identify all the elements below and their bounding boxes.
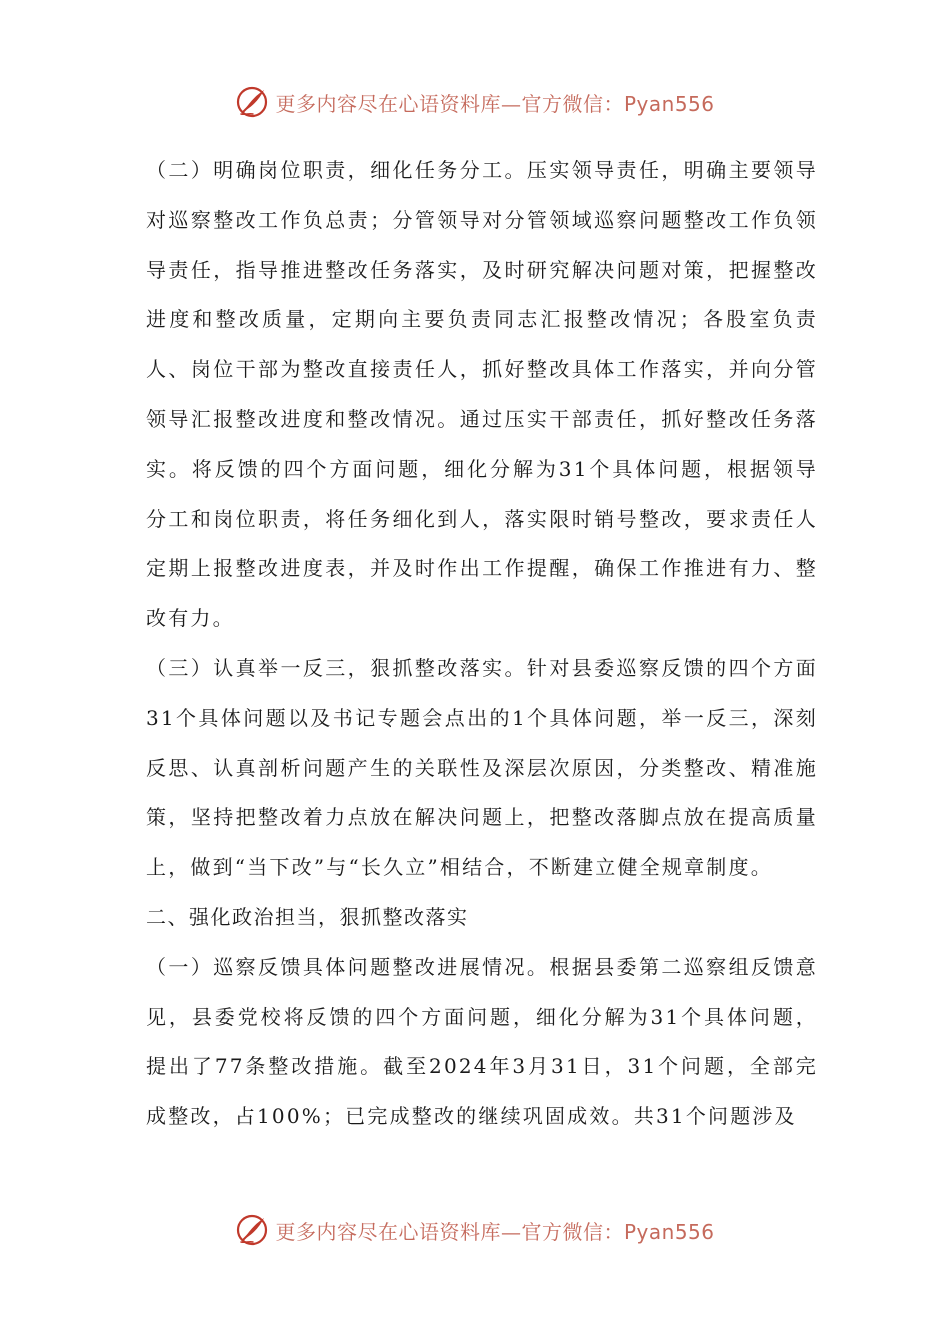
banner-text: [275, 88, 714, 117]
paragraph-section-3: （三）认真举一反三，狠抓整改落实。针对县委巡察反馈的四个方面31个具体问题以及书记专题会点出的1个具体问题，举一反三，深刻反思、认真剖析问题产生的关联性及深层次原因，分类整改、精准施策，坚持把整改着力点放在解决问题上，把整改落脚点放在提高质量上，做到“当下改”与“长久立”相结合，不断建立健全规章制度。: [146, 655, 818, 880]
banner-label: 更多内容尽在心语资料库—官方微信：: [275, 91, 624, 116]
footer-banner: [0, 1208, 950, 1252]
banner-text: [275, 1216, 714, 1245]
wechat-id: Pyan556: [623, 1219, 715, 1244]
paragraph-progress: （一）巡察反馈具体问题整改进展情况。根据县委第二巡察组反馈意见，县委党校将反馈的四个方面问题，细化分解为31个具体问题，提出了77条整改措施。截至2024年3月31日，31个问题，全部完成整改，占100%；已完成整改的继续巩固成效。共31个问题涉及: [146, 954, 818, 1129]
paragraph-section-2: （二）明确岗位职责，细化任务分工。压实领导责任，明确主要领导对巡察整改工作负总责；分管领导对分管领域巡察问题整改工作负领导责任，指导推进整改任务落实，及时研究解决问题对策，把握整改进度和整改质量，定期向主要负责同志汇报整改情况；各股室负责人、岗位干部为整改直接责任人，抓好整改具体工作落实，并向分管领导汇报整改进度和整改情况。通过压实干部责任，抓好整改任务落实。将反馈的四个方面问题，细化分解为31个具体问题，根据领导分工和岗位职责，将任务细化到人，落实限时销号整改，要求责任人定期上报整改进度表，并及时作出工作提醒，确保工作推进有力、整改有力。: [146, 158, 818, 631]
banner-label: 更多内容尽在心语资料库—官方微信：: [275, 1219, 624, 1244]
feather-pen-logo-icon: [235, 1213, 269, 1247]
wechat-id: Pyan556: [623, 91, 715, 116]
feather-pen-logo-icon: [235, 85, 269, 119]
document-body: [146, 146, 818, 1142]
header-banner: [0, 80, 950, 124]
section-heading: 二、强化政治担当，狠抓整改落实: [146, 904, 469, 929]
